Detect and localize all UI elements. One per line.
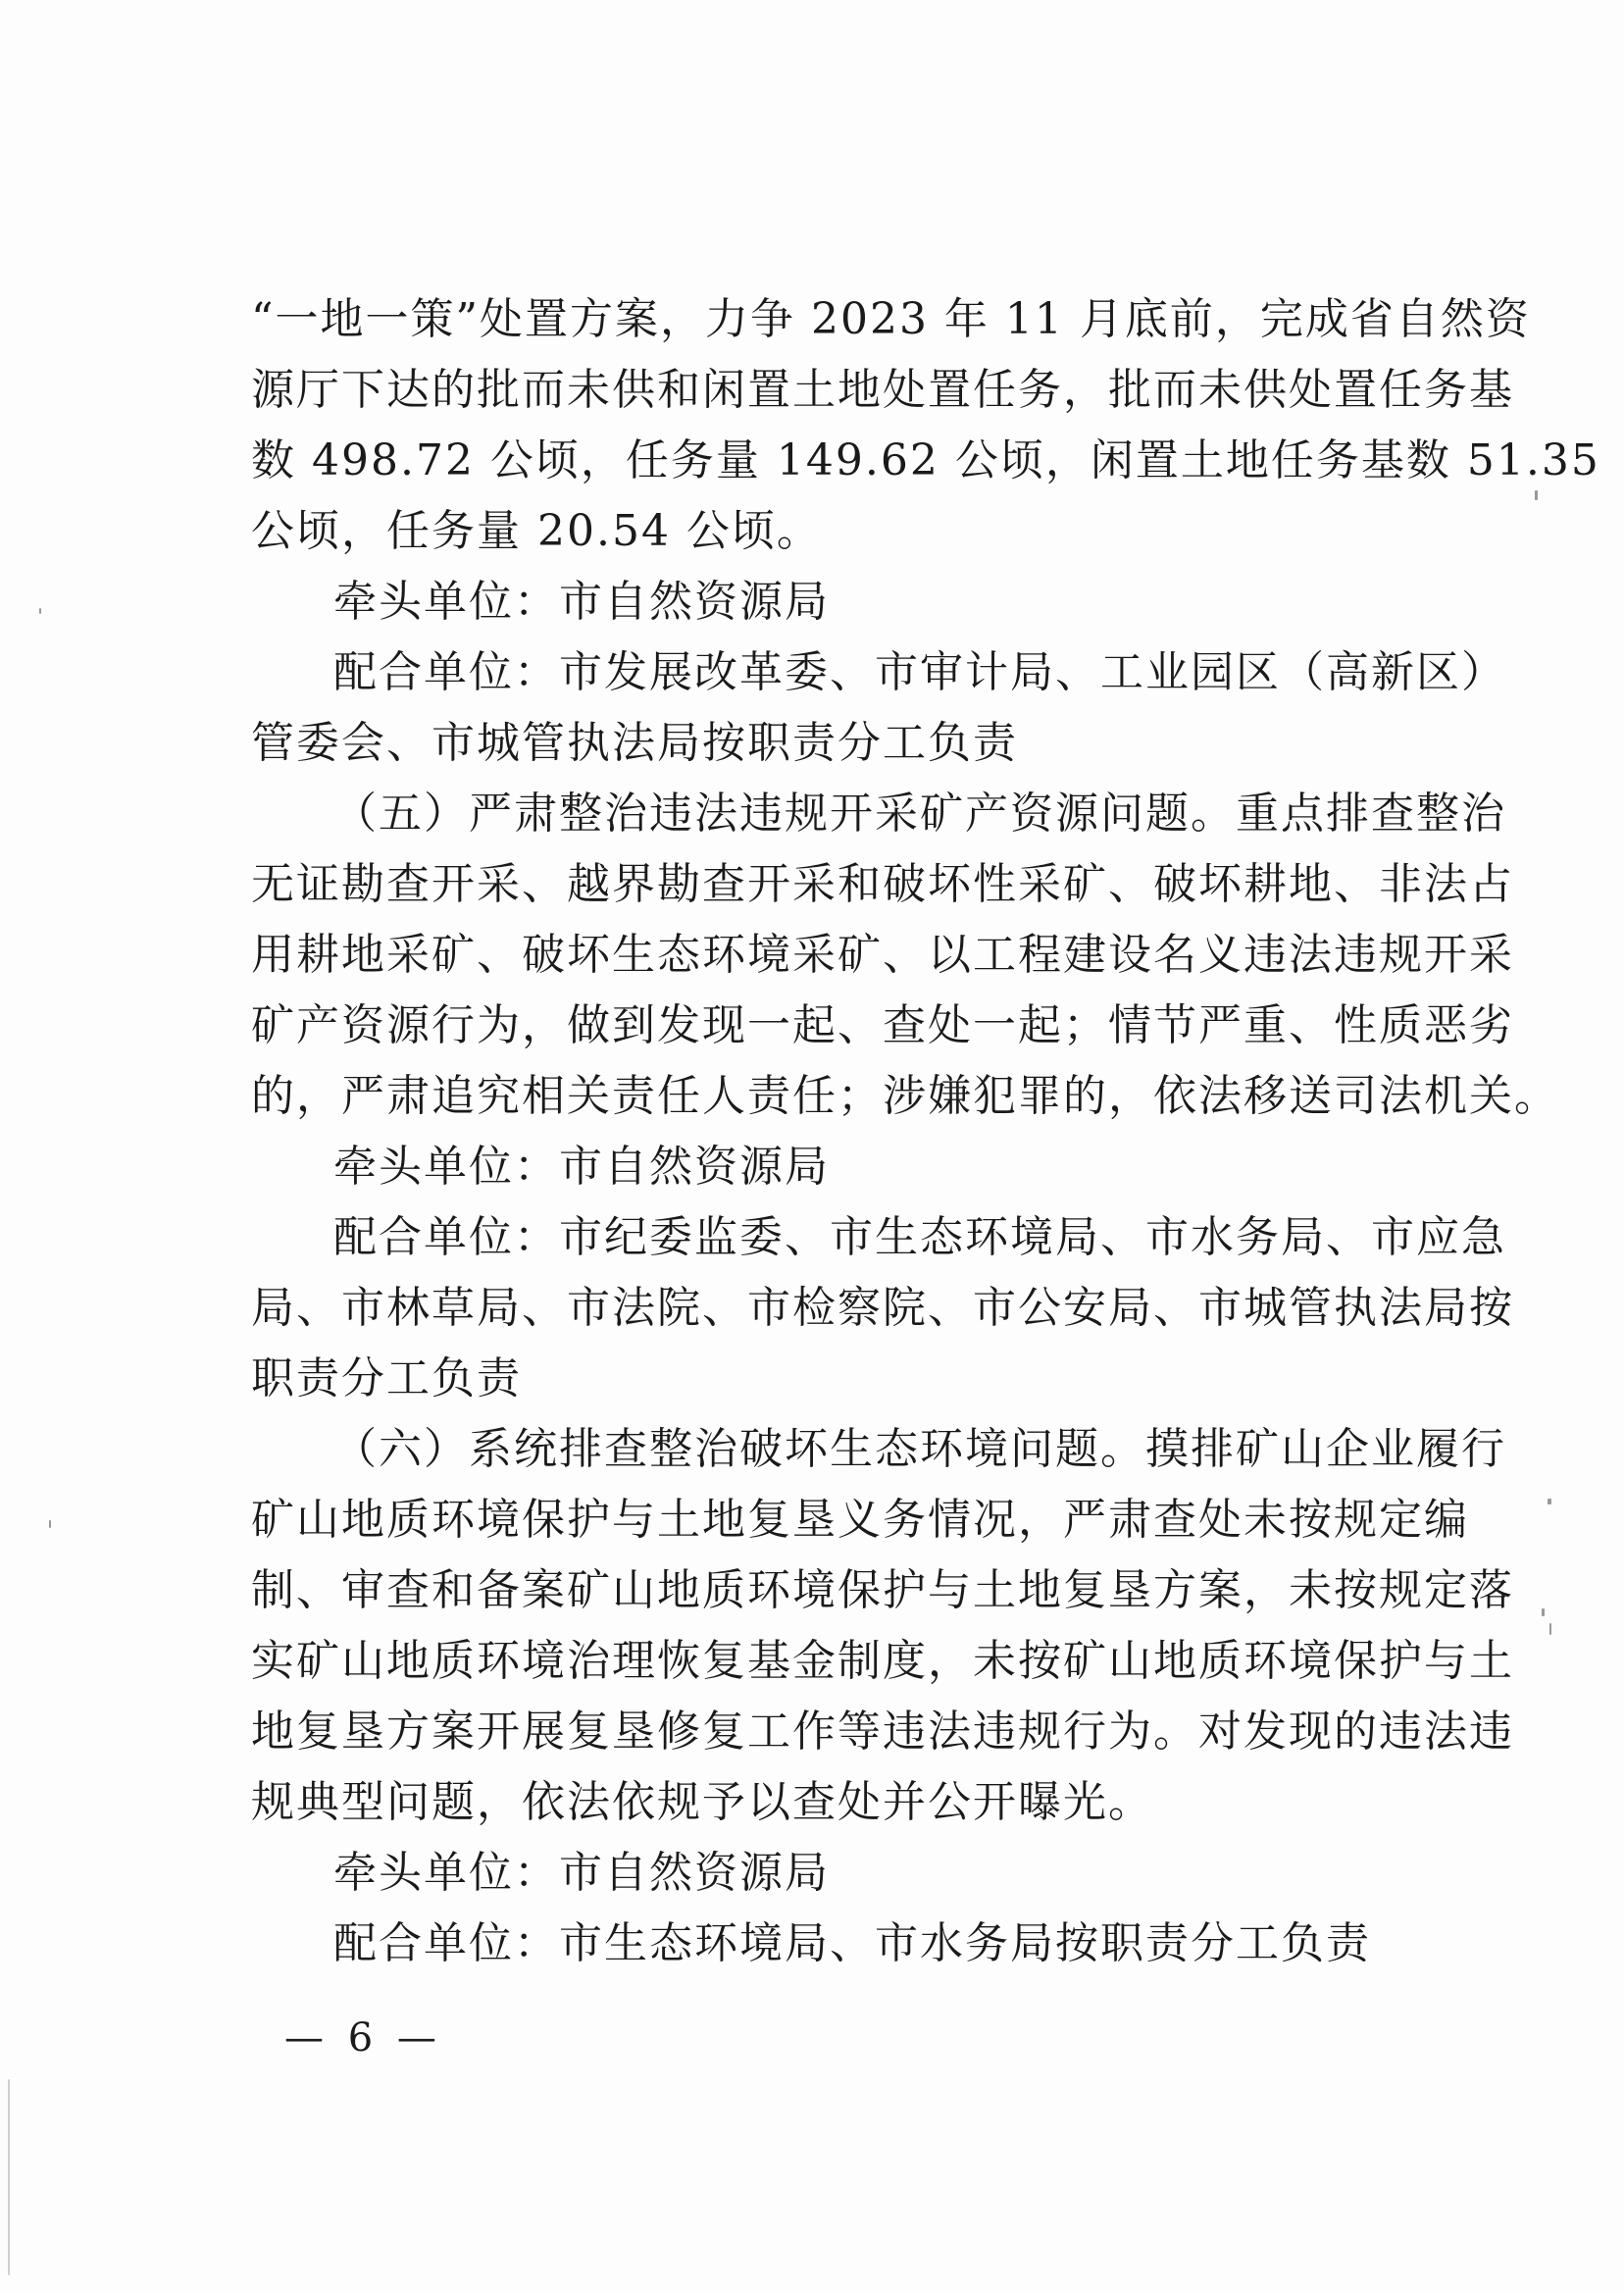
partner-unit-line: 局、市林草局、市法院、市检察院、市公安局、市城管执法局按 <box>251 1283 1514 1333</box>
scan-speck <box>1548 1499 1551 1504</box>
partner-unit-line: 配合单位：市生态环境局、市水务局按职责分工负责 <box>333 1918 1371 1968</box>
lead-unit-line: 牵头单位：市自然资源局 <box>333 1142 830 1192</box>
paragraph-line: 地复垦方案开展复垦修复工作等违法违规行为。对发现的违法违 <box>251 1707 1514 1757</box>
paragraph-line: 的，严肃追究相关责任人责任；涉嫌犯罪的，依法移送司法机关。 <box>251 1071 1559 1121</box>
paragraph-line: 无证勘查开采、越界勘查开采和破坏性采矿、破坏耕地、非法占 <box>251 859 1514 909</box>
paragraph-line: 用耕地采矿、破坏生态环境采矿、以工程建设名义违法违规开采 <box>251 930 1514 980</box>
paragraph-line: 矿产资源行为，做到发现一起、查处一起；情节严重、性质恶劣 <box>251 1000 1514 1050</box>
partner-unit-line: 职责分工负责 <box>251 1353 522 1403</box>
lead-unit-line: 牵头单位：市自然资源局 <box>333 577 830 627</box>
paragraph-line: “一地一策”处置方案，力争 2023 年 11 月底前，完成省自然资 <box>251 294 1531 344</box>
paragraph-line: 源厅下达的批而未供和闲置土地处置任务，批而未供处置任务基 <box>251 365 1514 415</box>
scan-speck <box>1542 1608 1545 1616</box>
partner-unit-line: 管委会、市城管执法局按职责分工负责 <box>251 718 1018 768</box>
scan-speck <box>49 1520 51 1528</box>
lead-unit-line: 牵头单位：市自然资源局 <box>333 1848 830 1898</box>
scan-speck <box>1535 490 1538 500</box>
scan-speck <box>8 2079 10 2275</box>
paragraph-line: 矿山地质环境保护与土地复垦义务情况，严肃查处未按规定编 <box>251 1495 1469 1545</box>
scan-speck <box>1549 1623 1551 1635</box>
document-body <box>251 284 1600 1979</box>
paragraph-line: 公顷，任务量 20.54 公顷。 <box>251 506 822 556</box>
scan-speck <box>39 608 41 614</box>
section-heading-line: （五）严肃整治违法违规开采矿产资源问题。重点排查整治 <box>333 789 1506 839</box>
paragraph-line: 实矿山地质环境治理恢复基金制度，未按矿山地质环境保护与土 <box>251 1636 1514 1686</box>
paragraph-line: 数 498.72 公顷，任务量 149.62 公顷，闲置土地任务基数 51.35 <box>251 435 1600 485</box>
paragraph-line: 制、审查和备案矿山地质环境保护与土地复垦方案，未按规定落 <box>251 1565 1514 1615</box>
section-heading-line: （六）系统排查整治破坏生态环境问题。摸排矿山企业履行 <box>333 1424 1506 1474</box>
partner-unit-line: 配合单位：市纪委监委、市生态环境局、市水务局、市应急 <box>333 1212 1506 1262</box>
partner-unit-line: 配合单位：市发展改革委、市审计局、工业园区（高新区） <box>333 647 1506 697</box>
page-number: — 6 — <box>284 2015 442 2061</box>
paragraph-line: 规典型问题，依法依规予以查处并公开曝光。 <box>251 1777 1153 1827</box>
